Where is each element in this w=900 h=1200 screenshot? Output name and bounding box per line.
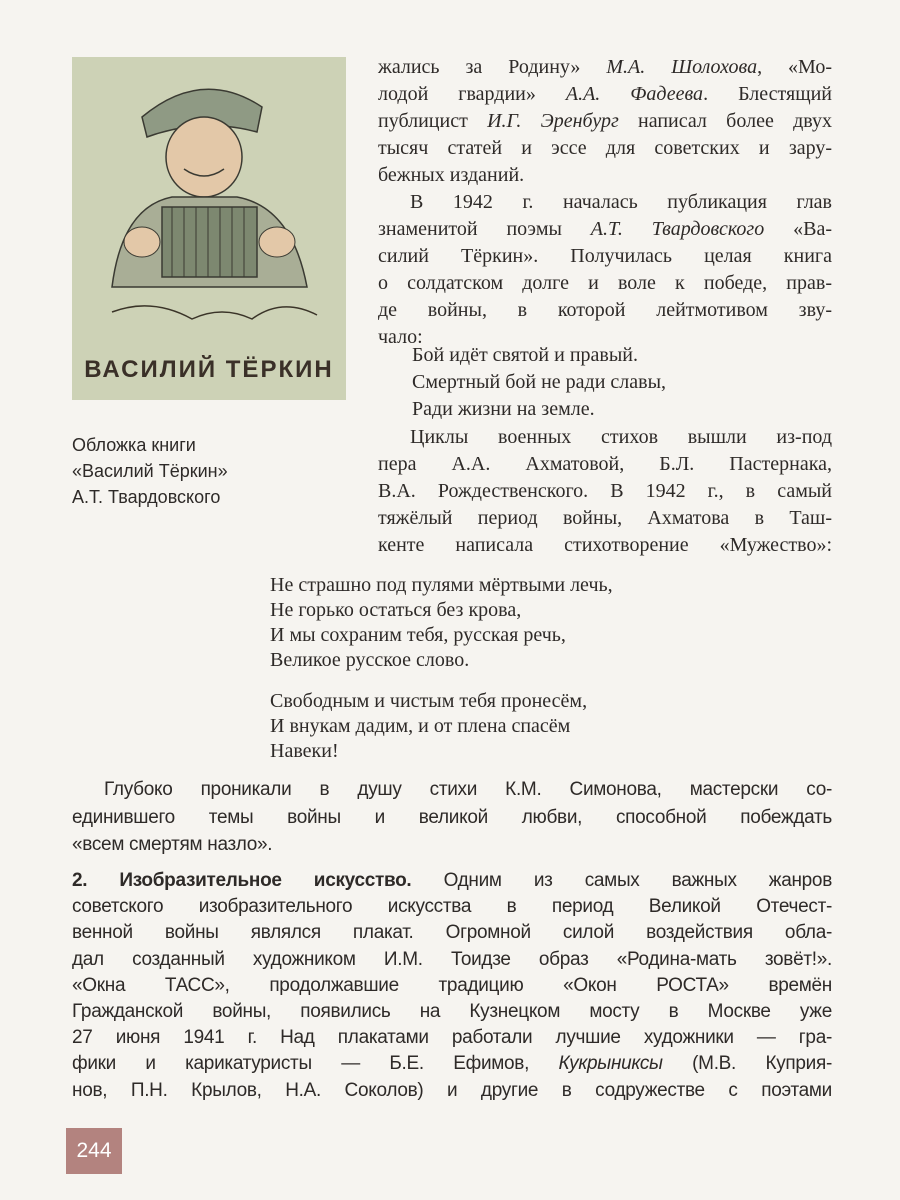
author-name: М.А. Шолохова (606, 56, 758, 78)
text-segment: Не горько остаться без крова, (270, 599, 522, 621)
text-segment: силий Тёркин». Получилась целая книга (378, 245, 832, 267)
text-segment: тяжёлый период войны, Ахматова в Таш- (378, 507, 832, 529)
text-segment: «Ва- (764, 218, 832, 240)
text-segment: о солдатском долге и воле к победе, прав- (378, 272, 832, 294)
text-segment: жались за Родину» (378, 56, 607, 78)
text-segment: Великое русское слово. (270, 649, 470, 671)
section-fine-arts (72, 868, 832, 1104)
text-line (72, 1025, 832, 1051)
poem-muzhestvo-stanza-1 (270, 573, 613, 673)
section-heading: 2. Изобразительное искусство. (72, 870, 412, 891)
author-name: И.Г. Эренбург (487, 110, 619, 132)
text-segment: де войны, в которой лейтмотивом зву- (378, 299, 832, 321)
text-line (72, 1051, 832, 1077)
text-segment: Ради жизни на земле. (412, 398, 595, 420)
text-segment: И внукам дадим, и от плена спасём (270, 715, 571, 737)
caption-line: Обложка книги (72, 435, 196, 455)
text-segment: знаменитой поэмы (378, 218, 591, 240)
poem-line (270, 714, 587, 739)
author-name: А.А. Фадеева (565, 83, 704, 105)
text-line (72, 776, 832, 804)
soldier-accordion-illustration (72, 57, 346, 400)
text-line (72, 947, 832, 973)
text-segment: венной войны являлся плакат. Огромной силой воздействия обла- (72, 922, 832, 944)
poem-line (270, 689, 587, 714)
figure-caption (72, 432, 272, 510)
caption-line: А.Т. Твардовского (72, 487, 221, 507)
text-segment: лодой гвардии» (378, 83, 566, 105)
text-segment: дал созданный художником И.М. Тоидзе образ «Родина-мать зовёт!». (72, 948, 832, 970)
paragraph-simonov (72, 776, 832, 859)
text-line (378, 424, 832, 451)
text-line (72, 973, 832, 999)
text-segment: Навеки! (270, 740, 339, 762)
book-cover-image (72, 57, 346, 400)
text-segment: написал более двух (618, 110, 833, 132)
poem-line (412, 342, 666, 369)
author-name: Кукрыниксы (558, 1053, 663, 1075)
text-segment: «всем смертям назло». (72, 834, 273, 855)
poem-line (270, 648, 613, 673)
text-segment: Гражданской войны, появились на Кузнецком мосту в Москве уже (72, 1000, 832, 1022)
author-name: А.Т. Твардовского (590, 218, 765, 240)
text-line (378, 189, 832, 216)
text-line (72, 999, 832, 1025)
right-column-text (378, 54, 832, 351)
text-line (378, 297, 832, 324)
paragraph (378, 189, 832, 351)
page-number: 244 (66, 1128, 122, 1174)
poem-line (270, 623, 613, 648)
text-segment: 27 июня 1941 г. Над плакатами работали лучшие художники — гра- (72, 1027, 832, 1049)
paragraph-cycles (378, 424, 832, 559)
text-segment: И мы сохраним тебя, русская речь, (270, 624, 566, 646)
poem-line (412, 396, 666, 423)
text-segment: Не страшно под пулями мёртвыми лечь, (270, 574, 613, 596)
cover-title: ВАСИЛИЙ ТЁРКИН (84, 356, 334, 383)
poem-line (270, 739, 587, 764)
text-segment: кенте написала стихотворение «Мужество»: (378, 534, 832, 556)
text-line (378, 81, 832, 108)
text-segment: «Окна ТАСС», продолжавшие традицию «Окон РОСТА» времён (72, 974, 832, 996)
text-segment: Бой идёт святой и правый. (412, 344, 638, 366)
text-line (72, 920, 832, 946)
poem-line (412, 369, 666, 396)
text-line (378, 478, 832, 505)
text-segment: Смертный бой не ради славы, (412, 371, 667, 393)
text-segment: публицист (378, 110, 488, 132)
poem-muzhestvo-stanza-2 (270, 689, 587, 764)
text-line (72, 894, 832, 920)
text-segment: В.А. Рождественского. В 1942 г., в самый (378, 480, 832, 502)
text-line (378, 108, 832, 135)
text-line (378, 532, 832, 559)
text-segment: В 1942 г. началась публикация глав (410, 191, 832, 213)
text-line (378, 243, 832, 270)
text-line (72, 831, 832, 859)
text-line (378, 451, 832, 478)
text-segment: (М.В. Куприя- (662, 1053, 832, 1075)
text-segment: Глубоко проникали в душу стихи К.М. Симонова, мастерски со- (104, 779, 832, 800)
text-segment: бежных изданий. (378, 164, 525, 186)
text-segment: , «Мо- (757, 56, 832, 78)
text-segment: единившего темы войны и великой любви, способной побеждать (72, 806, 832, 828)
text-segment: нов, П.Н. Крылов, Н.А. Соколов) и другие в содружестве с поэтами (72, 1079, 832, 1101)
text-segment: . Блестящий (703, 83, 832, 105)
text-segment: советского изобразительного искусства в период Великой Отечест- (72, 896, 832, 918)
text-line (378, 162, 832, 189)
paragraph (378, 54, 832, 189)
text-line (378, 135, 832, 162)
text-line (378, 216, 832, 243)
text-segment: пера А.А. Ахматовой, Б.Л. Пастернака, (378, 453, 832, 475)
text-segment: Свободным и чистым тебя пронесём, (270, 690, 588, 712)
text-line (72, 1078, 832, 1104)
text-line (378, 505, 832, 532)
text-segment: чало: (378, 326, 423, 348)
text-segment: Одним из самых важных жанров (411, 870, 832, 891)
text-line (72, 804, 832, 832)
text-line (378, 270, 832, 297)
text-segment: Циклы военных стихов вышли из-под (410, 426, 832, 448)
poem-line (270, 598, 613, 623)
text-segment: тысяч статей и эссе для советских и зару- (378, 137, 832, 159)
text-segment: фики и карикатуристы — Б.Е. Ефимов, (72, 1053, 559, 1075)
text-line (72, 868, 832, 894)
text-line (378, 54, 832, 81)
poem-terkin (412, 342, 666, 423)
poem-line (270, 573, 613, 598)
caption-line: «Василий Тёркин» (72, 461, 228, 481)
